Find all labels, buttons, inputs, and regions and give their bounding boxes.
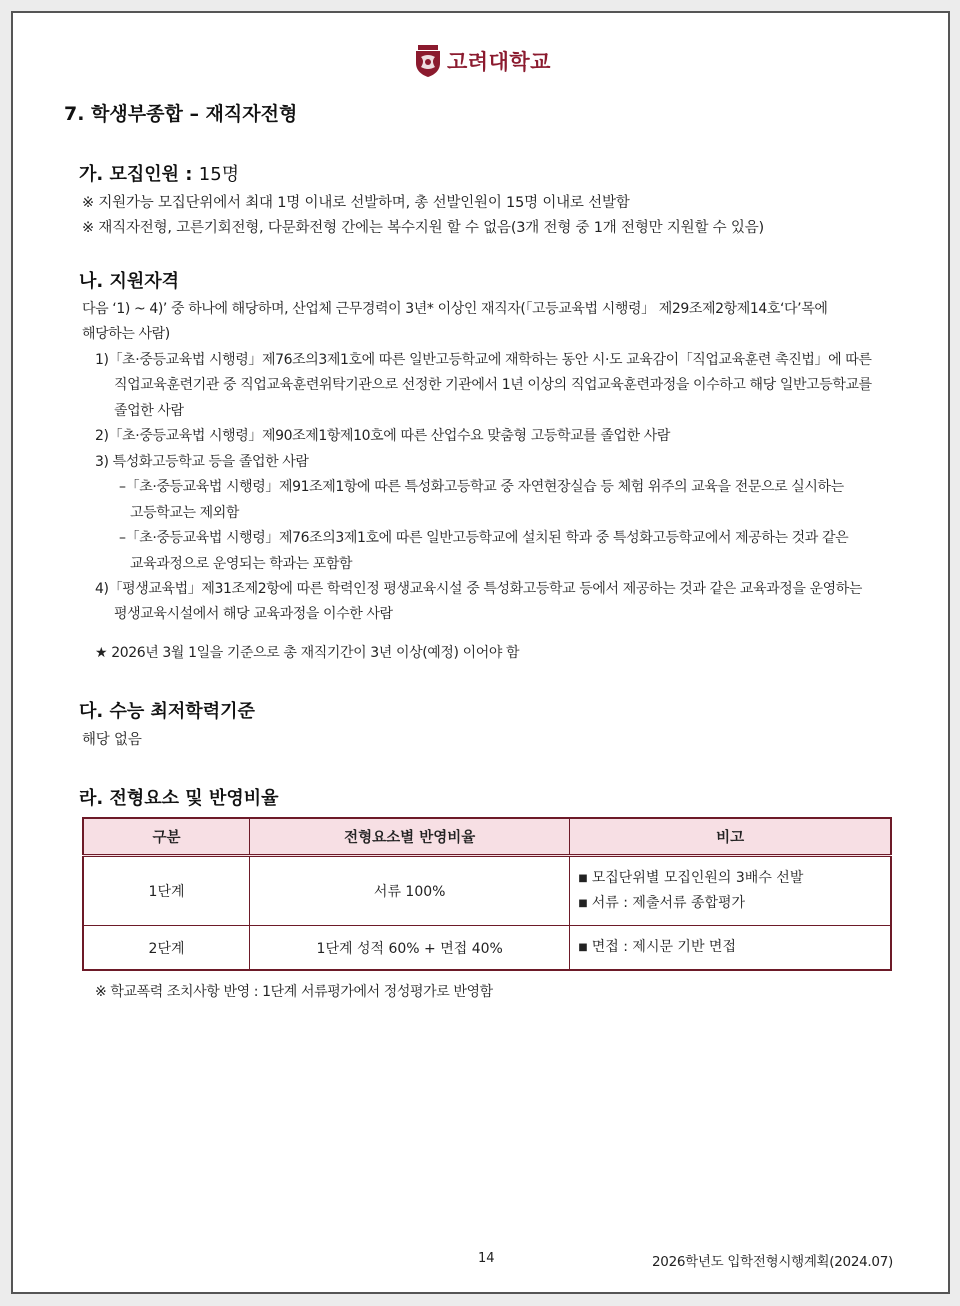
recruit-value: 15명 <box>198 164 240 185</box>
eligibility-item: 2)「초·중등교육법 시행령」제90조제1항제10호에 따른 산업수요 맞춤형 고등학교를 졸업한 사람 <box>95 428 671 444</box>
eligibility-subitem: –「초·중등교육법 시행령」제91조제1항에 따른 특성화고등학교 중 자연현장실습 등 체험 위주의 교육을 전문으로 실시하는 <box>119 479 844 495</box>
eligibility-item: 4)「평생교육법」제31조제2항에 따른 학력인정 평생교육시설 중 특성화고등학교 등에서 제공하는 것과 같은 교육과정을 운영하는 <box>95 581 863 597</box>
eligibility-item: 평생교육시설에서 해당 교육과정을 이수한 사람 <box>114 606 393 622</box>
table-header-row <box>83 818 891 856</box>
eligibility-title: 나. 지원자격 <box>79 271 180 292</box>
eligibility-item: 1)「초·중등교육법 시행령」제76조의3제1호에 따른 일반고등학교에 재학하는 동안 시·도 교육감이「직업교육훈련 촉진법」에 따른 <box>95 352 872 368</box>
page-number: 14 <box>478 1251 495 1266</box>
stage-cell: 1단계 <box>83 856 250 926</box>
note-text: 모집단위별 모집인원의 3배수 선발 <box>591 870 804 886</box>
note-text: 면접 : 제시문 기반 면접 <box>591 939 736 955</box>
eligibility-item: 졸업한 사람 <box>114 403 184 419</box>
eligibility-intro: 다음 ‘1) ~ 4)’ 중 하나에 해당하며, 산업체 근무경력이 3년* 이상인 재직자(「고등교육법 시행령」 제29조제2항제14호‘다’목에 <box>82 301 828 317</box>
star-note: ★ 2026년 3월 1일을 기준으로 총 재직기간이 3년 이상(예정) 이어야 함 <box>95 645 520 661</box>
square-bullet-icon: ■ <box>578 873 588 884</box>
logo-text: 고려대학교 <box>447 50 551 74</box>
table-header: 구분 <box>83 818 250 856</box>
note-line <box>578 866 889 891</box>
eligibility-subitem: 고등학교는 제외함 <box>130 505 240 521</box>
csat-title: 다. 수능 최저학력기준 <box>79 701 255 722</box>
note-line <box>578 935 889 960</box>
section-title: 7. 학생부종합 – 재직자전형 <box>64 103 298 125</box>
table-header: 비고 <box>570 818 891 856</box>
table-footnote: ※ 학교폭력 조치사항 반영 : 1단계 서류평가에서 정성평가로 반영함 <box>95 984 493 1000</box>
ratio-cell: 1단계 성적 60% + 면접 40% <box>250 926 570 971</box>
university-logo <box>415 45 551 77</box>
plan-title: 2026학년도 입학전형시행계획(2024.07) <box>652 1254 893 1270</box>
eligibility-subitem: 교육과정으로 운영되는 학과는 포함함 <box>130 556 353 572</box>
eligibility-item: 직업교육훈련기관 중 직업교육훈련위탁기관으로 선정한 기관에서 1년 이상의 직업교육훈련과정을 이수하고 해당 일반고등학교를 <box>114 377 872 393</box>
recruit-note: ※ 지원가능 모집단위에서 최대 1명 이내로 선발하며, 총 선발인원이 15명 이내로 선발함 <box>82 195 630 211</box>
eligibility-item: 3) 특성화고등학교 등을 졸업한 사람 <box>95 454 309 470</box>
evaluation-title: 라. 전형요소 및 반영비율 <box>79 788 279 809</box>
recruit-heading <box>79 160 239 186</box>
recruit-title: 가. 모집인원 : <box>79 164 193 185</box>
table-header: 전형요소별 반영비율 <box>250 818 570 856</box>
csat-text: 해당 없음 <box>82 732 142 748</box>
eligibility-intro: 해당하는 사람) <box>82 326 170 342</box>
square-bullet-icon: ■ <box>578 942 588 953</box>
recruit-note: ※ 재직자전형, 고른기회전형, 다문화전형 간에는 복수지원 할 수 없음(3개 전형 중 1개 전형만 지원할 수 있음) <box>82 220 764 236</box>
note-cell <box>570 926 891 971</box>
note-cell <box>570 856 891 926</box>
note-line <box>578 891 889 916</box>
crest-icon <box>415 45 441 77</box>
stage-cell: 2단계 <box>83 926 250 971</box>
square-bullet-icon: ■ <box>578 898 588 909</box>
evaluation-table <box>82 817 892 971</box>
eligibility-subitem: –「초·중등교육법 시행령」제76조의3제1호에 따른 일반고등학교에 설치된 학과 중 특성화고등학교에서 제공하는 것과 같은 <box>119 530 849 546</box>
table-row <box>83 926 891 971</box>
document-page <box>11 11 950 1294</box>
note-text: 서류 : 제출서류 종합평가 <box>591 895 746 911</box>
ratio-cell: 서류 100% <box>250 856 570 926</box>
table-row <box>83 856 891 926</box>
